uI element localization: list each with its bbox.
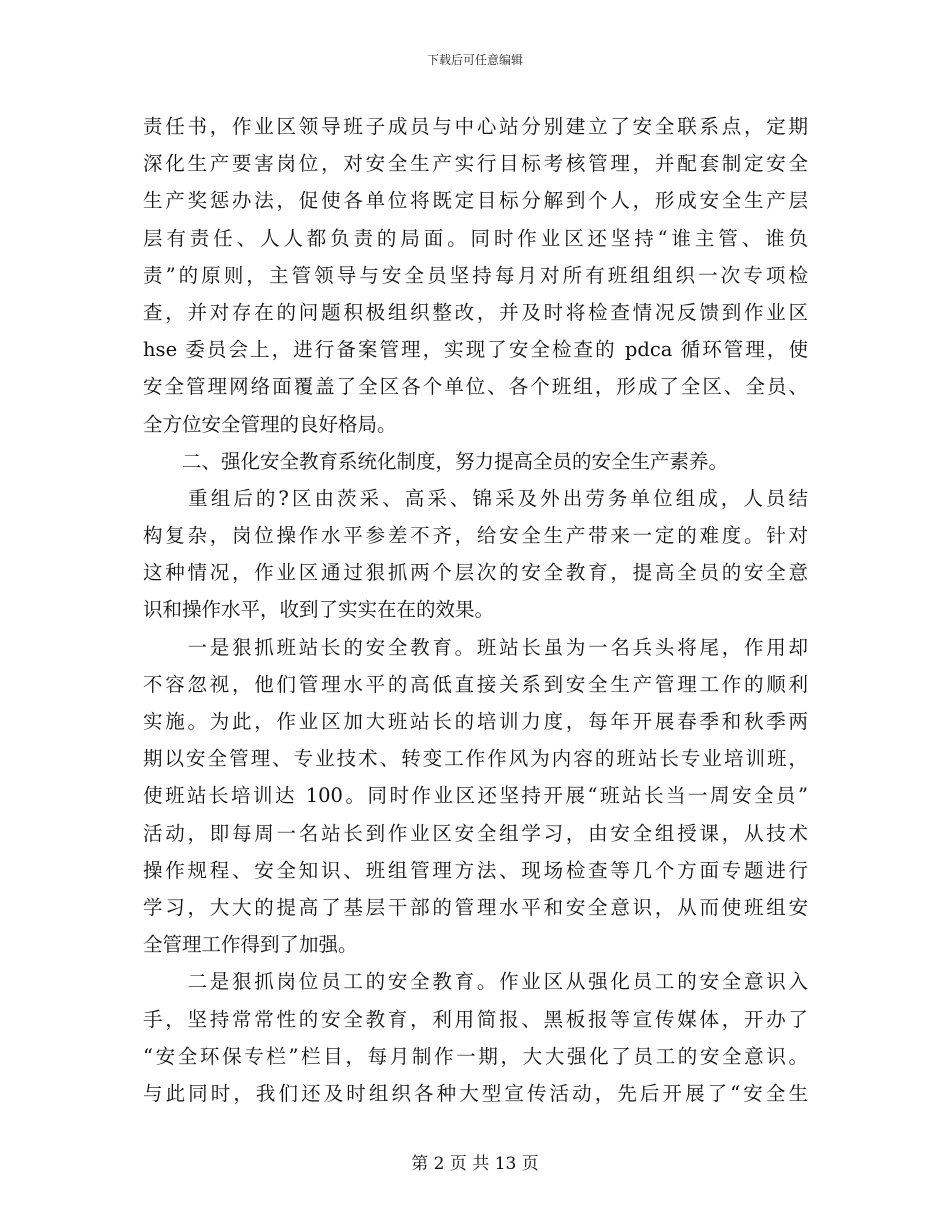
- text-line: 不容忽视，他们管理水平的高低直接关系到安全生产管理工作的顺利: [143, 672, 808, 696]
- text-line: 手，坚持常常性的安全教育，利用简报、黑板报等宣传媒体，开办了: [143, 1007, 808, 1031]
- text-line: 查，并对存在的问题积极组织整改，并及时将检查情况反馈到作业区: [143, 300, 808, 324]
- text-line: 构复杂，岗位操作水平参差不齐，给安全生产带来一定的难度。针对: [143, 524, 808, 548]
- text-line: 操作规程、安全知识、班组管理方法、现场检查等几个方面专题进行: [143, 858, 808, 882]
- text-line: 实施。为此，作业区加大班站长的培训力度，每年开展春季和秋季两: [143, 710, 808, 733]
- text-line: hse 委员会上，进行备案管理，实现了安全检查的 pdca 循环管理，使: [143, 338, 808, 362]
- text-line: 深化生产要害岗位，对安全生产实行目标考核管理，并配套制定安全: [143, 152, 808, 176]
- text-line: 全管理工作得到了加强。: [143, 933, 358, 957]
- text-line: 生产奖惩办法，促使各单位将既定目标分解到个人，形成安全生产层: [143, 189, 808, 213]
- text-line: 安全管理网络面覆盖了全区各个单位、各个班组，形成了全区、全员、: [143, 375, 808, 399]
- text-line: 活动，即每周一名站长到作业区安全组学习，由安全组授课，从技术: [143, 821, 808, 845]
- text-line: 二是狠抓岗位员工的安全教育。作业区从强化员工的安全意识入: [143, 970, 808, 994]
- text-line: 使班站长培训达 100。同时作业区还坚持开展“班站长当一周安全员”: [143, 784, 808, 808]
- document-body: [143, 108, 808, 1112]
- text-line: 识和操作水平，收到了实实在在的效果。: [143, 598, 495, 622]
- text-line: 二、强化安全教育系统化制度，努力提高全员的安全生产素养。: [143, 449, 729, 473]
- text-line: 责任书，作业区领导班子成员与中心站分别建立了安全联系点，定期: [143, 115, 808, 138]
- text-line: 与此同时，我们还及时组织各种大型宣传活动，先后开展了“安全生: [143, 1081, 808, 1105]
- page-header-note: 下载后可任意编辑: [426, 53, 523, 67]
- page-footer-page-number: 第 2 页 共 13 页: [411, 1154, 539, 1174]
- text-line: 一是狠抓班站长的安全教育。班站长虽为一名兵头将尾，作用却: [143, 635, 808, 659]
- text-line: 层有责任、人人都负责的局面。同时作业区还坚持“谁主管、谁负: [143, 226, 808, 250]
- text-line: 重组后的?区由茨采、高采、锦采及外出劳务单位组成，人员结: [143, 486, 808, 510]
- text-line: 期以安全管理、专业技术、转变工作作风为内容的班站长专业培训班，: [143, 747, 808, 771]
- text-line: 责”的原则，主管领导与安全员坚持每月对所有班组组织一次专项检: [143, 263, 808, 287]
- text-line: 学习，大大的提高了基层干部的管理水平和安全意识，从而使班组安: [143, 895, 808, 919]
- text-line: 全方位安全管理的良好格局。: [143, 412, 397, 436]
- text-line: “安全环保专栏”栏目，每月制作一期，大大强化了员工的安全意识。: [143, 1044, 808, 1068]
- text-line: 这种情况，作业区通过狠抓两个层次的安全教育，提高全员的安全意: [143, 561, 808, 585]
